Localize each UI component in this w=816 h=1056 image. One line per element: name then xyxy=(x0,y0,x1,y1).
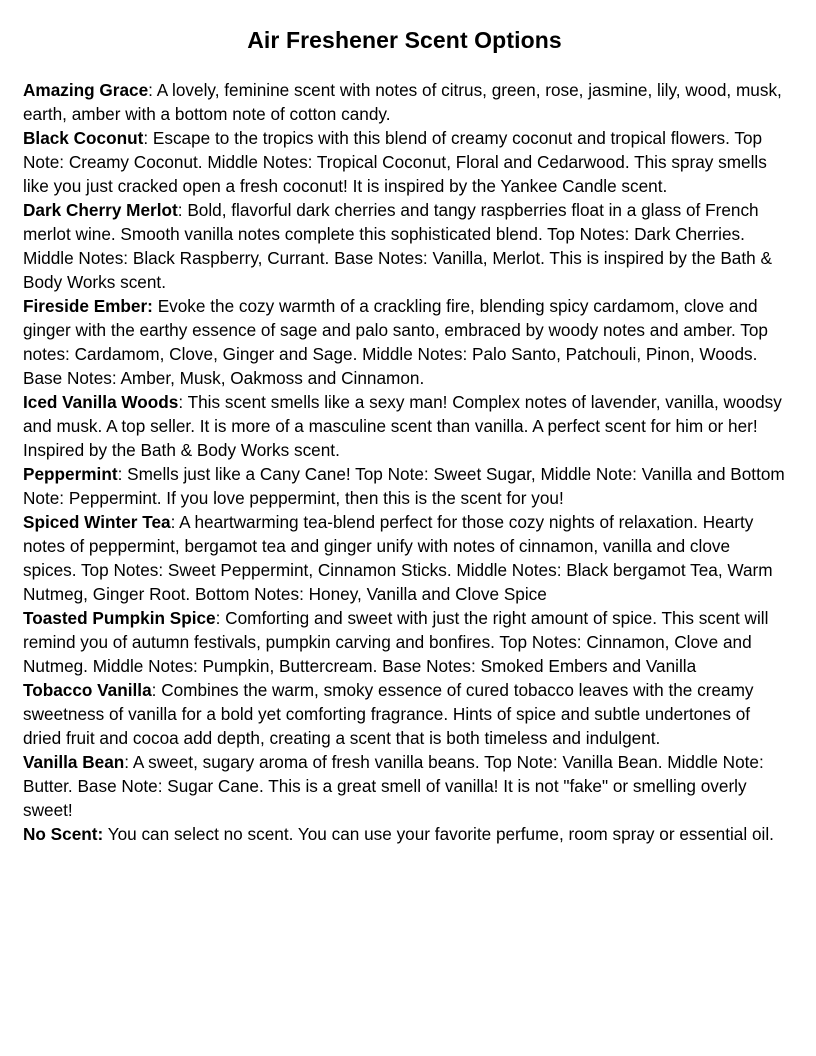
scent-description: Bold, flavorful dark cherries and tangy raspberries float in a glass of French merlot wine. Smooth vanilla notes complete this sophisticated blend. Top Notes: Dark Cherries. Middle Notes: Black Raspberry, Currant. Base Notes: Vanilla, Merlot. This is inspired by the Bath & Body Works scent. xyxy=(23,200,772,292)
scent-separator: : xyxy=(170,512,180,532)
scent-description: A sweet, sugary aroma of fresh vanilla beans. Top Note: Vanilla Bean. Middle Note: Butter. Base Note: Sugar Cane. This is a great smell of vanilla! It is not "fake" or smelling overly sweet! xyxy=(23,752,764,820)
scent-name: Fireside Ember: xyxy=(23,296,153,316)
scent-separator: : xyxy=(117,464,128,484)
scent-description: A heartwarming tea-blend perfect for those cozy nights of relaxation. Hearty notes of peppermint, bergamot tea and ginger unify with notes of cinnamon, vanilla and clove spices. Top Notes: Sweet Peppermint, Cinnamon Sticks. Middle Notes: Black bergamot Tea, Warm Nutmeg, Ginger Root. Bottom Notes: Honey, Vanilla and Clove Spice xyxy=(23,512,773,604)
scent-description: Escape to the tropics with this blend of creamy coconut and tropical flowers. Top Note: Creamy Coconut. Middle Notes: Tropical Coconut, Floral and Cedarwood. This spray smells like you just cracked open a fresh coconut! It is inspired by the Yankee Candle scent. xyxy=(23,128,767,196)
scent-description: Smells just like a Cany Cane! Top Note: Sweet Sugar, Middle Note: Vanilla and Bottom Note: Peppermint. If you love peppermint, then this is the scent for you! xyxy=(23,464,785,508)
scent-name: Iced Vanilla Woods xyxy=(23,392,179,412)
scent-separator: : xyxy=(148,80,157,100)
scent-separator: : xyxy=(124,752,133,772)
scent-separator: : xyxy=(177,200,188,220)
scent-entry-spiced-winter-tea xyxy=(23,510,786,606)
page-title: Air Freshener Scent Options xyxy=(247,27,562,53)
scent-separator: : xyxy=(178,392,188,412)
scent-description: Evoke the cozy warmth of a crackling fire, blending spicy cardamom, clove and ginger with the earthy essence of sage and palo santo, embraced by woody notes and amber. Top notes: Cardamom, Clove, Ginger and Sage. Middle Notes: Palo Santo, Patchouli, Pinon, Woods. Base Notes: Amber, Musk, Oakmoss and Cinnamon. xyxy=(23,296,768,388)
scent-description: Comforting and sweet with just the right amount of spice. This scent will remind you of autumn festivals, pumpkin carving and bonfires. Top Notes: Cinnamon, Clove and Nutmeg. Middle Notes: Pumpkin, Buttercream. Base Notes: Smoked Embers and Vanilla xyxy=(23,608,769,676)
scent-separator: : xyxy=(143,128,153,148)
scent-name: No Scent: xyxy=(23,824,104,844)
scent-separator: : xyxy=(215,608,226,628)
scent-description: Combines the warm, smoky essence of cured tobacco leaves with the creamy sweetness of vanilla for a bold yet comforting fragrance. Hints of spice and subtle undertones of dried fruit and cocoa add depth, creating a scent that is both timeless and indulgent. xyxy=(23,680,754,748)
scent-list xyxy=(23,78,786,846)
scent-name: Spiced Winter Tea xyxy=(23,512,171,532)
scent-entry-fireside-ember xyxy=(23,294,786,390)
scent-name: Peppermint xyxy=(23,464,118,484)
scent-name: Tobacco Vanilla xyxy=(23,680,152,700)
scent-name: Black Coconut xyxy=(23,128,144,148)
scent-entry-no-scent xyxy=(23,822,786,846)
scent-entry-toasted-pumpkin-spice xyxy=(23,606,786,678)
scent-entry-dark-cherry-merlot xyxy=(23,198,786,294)
scent-name: Toasted Pumpkin Spice xyxy=(23,608,216,628)
scent-name: Vanilla Bean xyxy=(23,752,125,772)
scent-entry-peppermint xyxy=(23,462,786,510)
scent-entry-amazing-grace xyxy=(23,78,786,126)
scent-entry-black-coconut xyxy=(23,126,786,198)
scent-description: You can select no scent. You can use your favorite perfume, room spray or essential oil. xyxy=(107,824,774,844)
scent-description: This scent smells like a sexy man! Complex notes of lavender, vanilla, woodsy and musk. A top seller. It is more of a masculine scent than vanilla. A perfect scent for him or her! Inspired by the Bath & Body Works scent. xyxy=(23,392,782,460)
scent-name: Amazing Grace xyxy=(23,80,149,100)
scent-description: A lovely, feminine scent with notes of citrus, green, rose, jasmine, lily, wood, musk, earth, amber with a bottom note of cotton candy. xyxy=(23,80,782,124)
scent-separator: : xyxy=(151,680,162,700)
scent-entry-vanilla-bean xyxy=(23,750,786,822)
scent-entry-iced-vanilla-woods xyxy=(23,390,786,462)
scent-entry-tobacco-vanilla xyxy=(23,678,786,750)
scent-name: Dark Cherry Merlot xyxy=(23,200,178,220)
